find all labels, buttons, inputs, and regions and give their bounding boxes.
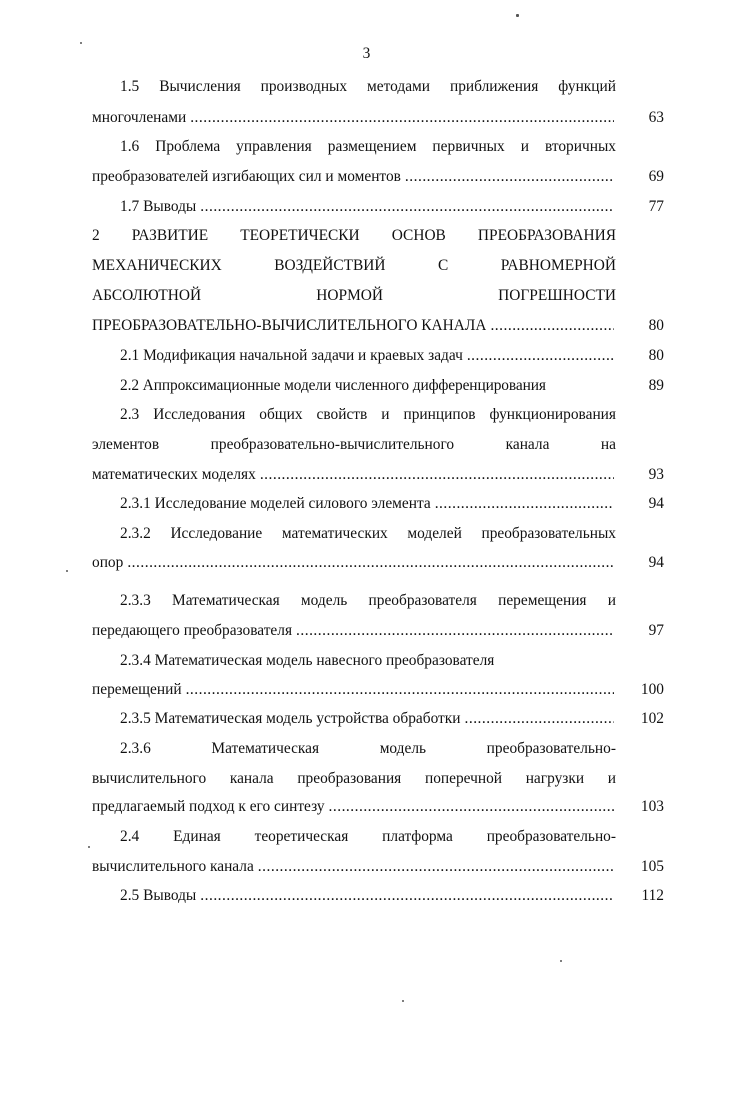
toc-entry-2-3-2-line-1: 2.3.2 Исследование математических моделей преобразовательных xyxy=(120,525,616,542)
toc-entry-2-3-3-line-1: 2.3.3 Математическая модель преобразователя перемещения и xyxy=(120,592,616,609)
toc-chapter-2-line-4: ПРЕОБРАЗОВАТЕЛЬНО-ВЫЧИСЛИТЕЛЬНОГО КАНАЛА ..... 80 xyxy=(92,316,664,336)
leader-dots xyxy=(435,494,614,514)
leader-dots xyxy=(186,680,614,700)
leader-dots xyxy=(260,465,614,485)
toc-entry-2-5: 2.5 Выводы ..... 112 xyxy=(92,886,664,906)
page-ref: 77 xyxy=(648,198,664,215)
toc-entry-1-5-line-2: многочленами ..... 63 xyxy=(92,108,664,128)
page-ref: 80 xyxy=(648,317,664,334)
page-ref: 105 xyxy=(640,858,664,875)
toc-entry-2-1: 2.1 Модификация начальной задачи и краевых задач ..... 80 xyxy=(92,346,664,366)
toc-entry-2-3-line-1: 2.3 Исследования общих свойств и принципов функционирования xyxy=(120,406,616,423)
leader-dots xyxy=(490,316,614,336)
scan-speck xyxy=(516,14,519,17)
toc-entry-2-4-line-1: 2.4 Единая теоретическая платформа преобразовательно- xyxy=(120,828,616,845)
leader-dots xyxy=(200,886,614,906)
page-ref: 89 xyxy=(648,377,664,394)
toc-entry-2-3-2-line-2: опор ..... 94 xyxy=(92,553,664,573)
toc-entry-2-2: 2.2 Аппроксимационные модели численного дифференцирования 89 xyxy=(120,377,664,394)
toc-entry-2-3-4-line-2: перемещений ..... 100 xyxy=(92,680,664,700)
leader-dots xyxy=(467,346,614,366)
toc-entry-2-3-6-line-1: 2.3.6 Математическая модель преобразовательно- xyxy=(120,740,616,757)
scan-speck xyxy=(80,42,82,44)
page-number: 3 xyxy=(362,45,371,62)
scan-speck xyxy=(88,846,90,848)
page-ref: 69 xyxy=(648,168,664,185)
toc-entry-2-3-6-line-2: вычислительного канала преобразования поперечной нагрузки и xyxy=(92,770,616,787)
leader-dots xyxy=(258,857,614,877)
page-ref: 80 xyxy=(648,347,664,364)
toc-entry-2-3-4-line-1: 2.3.4 Математическая модель навесного преобразователя xyxy=(120,652,495,669)
page-ref: 63 xyxy=(648,109,664,126)
toc-entry-2-4-line-2: вычислительного канала ..... 105 xyxy=(92,857,664,877)
toc-entry-2-3-3-line-2: передающего преобразователя ..... 97 xyxy=(92,621,664,641)
toc-chapter-2-line-2: МЕХАНИЧЕСКИХ ВОЗДЕЙСТВИЙ С РАВНОМЕРНОЙ xyxy=(92,257,616,274)
toc-entry-2-3-line-3: математических моделях ..... 93 xyxy=(92,465,664,485)
page-ref: 93 xyxy=(648,466,664,483)
leader-dots xyxy=(296,621,614,641)
leader-dots xyxy=(465,709,614,729)
page-ref: 94 xyxy=(648,554,664,571)
toc-chapter-2-line-3: АБСОЛЮТНОЙ НОРМОЙ ПОГРЕШНОСТИ xyxy=(92,287,616,304)
scan-speck xyxy=(66,570,68,572)
scan-speck xyxy=(402,1000,404,1002)
page-ref: 94 xyxy=(648,495,664,512)
page-ref: 103 xyxy=(640,798,664,815)
leader-dots xyxy=(190,108,614,128)
toc-entry-2-3-5: 2.3.5 Математическая модель устройства обработки ..... 102 xyxy=(92,709,664,729)
leader-dots xyxy=(200,197,614,217)
scan-speck xyxy=(560,960,562,962)
page-ref: 100 xyxy=(640,681,664,698)
toc-entry-1-5-line-1: 1.5 Вычисления производных методами приближения функций xyxy=(120,78,616,95)
toc-entry-1-6-line-1: 1.6 Проблема управления размещением первичных и вторичных xyxy=(120,138,616,155)
leader-dots xyxy=(329,797,614,817)
toc-entry-2-3-6-line-3: предлагаемый подход к его синтезу ..... 103 xyxy=(92,797,664,817)
page-ref: 97 xyxy=(648,622,664,639)
toc-entry-2-3-1: 2.3.1 Исследование моделей силового элемента ..... 94 xyxy=(92,494,664,514)
leader-dots xyxy=(127,553,614,573)
page-ref: 112 xyxy=(641,887,664,904)
toc-entry-1-7: 1.7 Выводы ..... 77 xyxy=(92,197,664,217)
page-ref: 102 xyxy=(640,710,664,727)
toc-entry-1-6-line-2: преобразователей изгибающих сил и моментов ..... 69 xyxy=(92,167,664,187)
toc-entry-2-3-line-2: элементов преобразовательно-вычислительного канала на xyxy=(92,436,616,453)
leader-dots xyxy=(405,167,614,187)
toc-chapter-2-line-1: 2 РАЗВИТИЕ ТЕОРЕТИЧЕСКИ ОСНОВ ПРЕОБРАЗОВАНИЯ xyxy=(92,227,616,244)
